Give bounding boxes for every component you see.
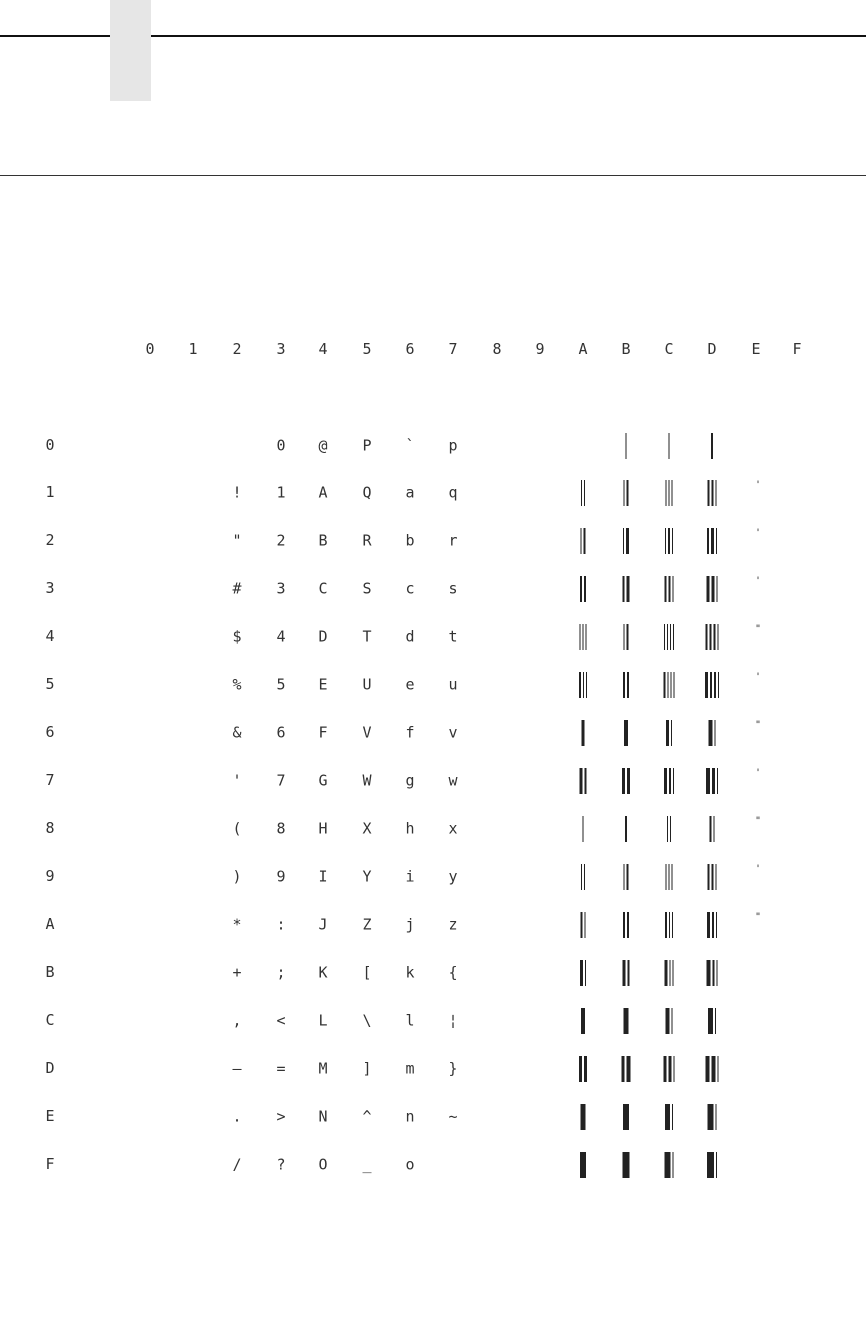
char-cell: j bbox=[405, 915, 415, 934]
block-graphic-glyph bbox=[664, 1056, 675, 1082]
column-header: 6 bbox=[405, 340, 415, 358]
char-cell: I bbox=[318, 867, 328, 886]
block-graphic-glyph bbox=[579, 672, 587, 698]
block-graphic-glyph bbox=[581, 1008, 585, 1034]
char-cell: ; bbox=[276, 963, 286, 982]
char-cell: E bbox=[318, 675, 328, 694]
char-cell: D bbox=[318, 627, 328, 646]
char-cell: 5 bbox=[276, 675, 286, 694]
tick-glyph: ' bbox=[754, 575, 762, 587]
char-cell: ? bbox=[276, 1155, 286, 1174]
char-cell: 4 bbox=[276, 627, 286, 646]
char-cell: B bbox=[318, 531, 328, 550]
tick-glyph: " bbox=[754, 719, 762, 731]
char-cell: w bbox=[448, 771, 458, 790]
char-cell: ` bbox=[405, 436, 415, 455]
block-graphic-glyph bbox=[707, 912, 717, 938]
char-cell: b bbox=[405, 531, 415, 550]
tick-glyph: ' bbox=[754, 479, 762, 491]
char-cell: z bbox=[448, 915, 458, 934]
char-cell: p bbox=[448, 436, 458, 455]
char-cell: i bbox=[405, 867, 415, 886]
block-graphic-glyph bbox=[623, 1152, 630, 1178]
char-cell: L bbox=[318, 1011, 328, 1030]
char-cell: y bbox=[448, 867, 458, 886]
char-cell: = bbox=[276, 1059, 286, 1078]
block-graphic-glyph bbox=[707, 528, 717, 554]
column-header: 7 bbox=[448, 340, 458, 358]
block-graphic-glyph bbox=[580, 624, 587, 650]
tick-glyph: " bbox=[754, 815, 762, 827]
char-cell: * bbox=[232, 915, 242, 934]
char-cell: f bbox=[405, 723, 415, 742]
block-graphic-glyph bbox=[705, 672, 719, 698]
block-graphic-glyph bbox=[665, 1104, 673, 1130]
tick-glyph: ' bbox=[754, 767, 762, 779]
char-cell: c bbox=[405, 579, 415, 598]
block-graphic-glyph bbox=[624, 624, 629, 650]
char-cell: + bbox=[232, 963, 242, 982]
column-header: B bbox=[621, 340, 631, 358]
block-graphic-glyph bbox=[708, 480, 717, 506]
row-header: 5 bbox=[45, 675, 55, 693]
char-cell: 6 bbox=[276, 723, 286, 742]
block-graphic-glyph bbox=[626, 433, 627, 459]
block-graphic-glyph bbox=[625, 816, 627, 842]
block-graphic-glyph bbox=[579, 1056, 587, 1082]
block-graphic-glyph bbox=[666, 864, 673, 890]
char-cell: / bbox=[232, 1155, 242, 1174]
block-graphic-glyph bbox=[707, 1152, 717, 1178]
block-graphic-glyph bbox=[624, 864, 629, 890]
char-cell: g bbox=[405, 771, 415, 790]
block-graphic-glyph bbox=[624, 720, 628, 746]
column-header: 2 bbox=[232, 340, 242, 358]
char-cell: s bbox=[448, 579, 458, 598]
char-cell: H bbox=[318, 819, 328, 838]
block-graphic-glyph bbox=[666, 1008, 673, 1034]
char-cell: _ bbox=[362, 1155, 372, 1174]
block-graphic-glyph bbox=[666, 480, 673, 506]
row-header: 3 bbox=[45, 579, 55, 597]
tick-glyph: ' bbox=[754, 671, 762, 683]
char-cell: ( bbox=[232, 819, 242, 838]
char-cell: v bbox=[448, 723, 458, 742]
block-graphic-glyph bbox=[624, 480, 629, 506]
block-graphic-glyph bbox=[581, 1104, 586, 1130]
row-header: B bbox=[45, 963, 55, 981]
char-cell: J bbox=[318, 915, 328, 934]
char-cell: x bbox=[448, 819, 458, 838]
block-graphic-glyph bbox=[583, 816, 584, 842]
char-cell: { bbox=[448, 963, 458, 982]
char-cell: [ bbox=[362, 963, 372, 982]
block-graphic-glyph bbox=[708, 1008, 716, 1034]
char-cell: ^ bbox=[362, 1107, 372, 1126]
row-header: 1 bbox=[45, 483, 55, 501]
column-header: D bbox=[707, 340, 717, 358]
chapter-tab bbox=[110, 0, 151, 101]
block-graphic-glyph bbox=[664, 624, 674, 650]
char-cell: W bbox=[362, 771, 372, 790]
block-graphic-glyph bbox=[667, 816, 671, 842]
block-graphic-glyph bbox=[623, 576, 630, 602]
top-rule-tab-gap bbox=[110, 35, 151, 37]
char-cell: C bbox=[318, 579, 328, 598]
char-cell: > bbox=[276, 1107, 286, 1126]
char-cell: o bbox=[405, 1155, 415, 1174]
row-header: 2 bbox=[45, 531, 55, 549]
char-cell: u bbox=[448, 675, 458, 694]
column-header: A bbox=[578, 340, 588, 358]
block-graphic-glyph bbox=[665, 912, 673, 938]
char-cell: – bbox=[232, 1059, 242, 1078]
block-graphic-glyph bbox=[706, 1056, 719, 1082]
char-cell: ] bbox=[362, 1059, 372, 1078]
row-header: 6 bbox=[45, 723, 55, 741]
char-cell: 3 bbox=[276, 579, 286, 598]
row-header: A bbox=[45, 915, 55, 933]
char-cell: Q bbox=[362, 483, 372, 502]
row-header: 0 bbox=[45, 436, 55, 454]
column-header: 5 bbox=[362, 340, 372, 358]
char-cell: k bbox=[405, 963, 415, 982]
char-cell: 0 bbox=[276, 436, 286, 455]
char-cell: < bbox=[276, 1011, 286, 1030]
char-cell: ' bbox=[232, 771, 242, 790]
block-graphic-glyph bbox=[707, 576, 718, 602]
block-graphic-glyph bbox=[665, 1152, 674, 1178]
section-rule bbox=[0, 175, 866, 176]
char-cell: G bbox=[318, 771, 328, 790]
char-cell: F bbox=[318, 723, 328, 742]
block-graphic-glyph bbox=[582, 720, 585, 746]
block-graphic-glyph bbox=[708, 864, 717, 890]
char-cell: S bbox=[362, 579, 372, 598]
block-graphic-glyph bbox=[581, 480, 585, 506]
block-graphic-glyph bbox=[580, 576, 586, 602]
column-header: 8 bbox=[492, 340, 502, 358]
block-graphic-glyph bbox=[624, 1008, 629, 1034]
block-graphic-glyph bbox=[622, 1056, 631, 1082]
block-graphic-glyph bbox=[581, 528, 586, 554]
block-graphic-glyph bbox=[665, 960, 674, 986]
block-graphic-glyph bbox=[665, 576, 674, 602]
char-cell: } bbox=[448, 1059, 458, 1078]
char-cell: @ bbox=[318, 436, 328, 455]
char-cell: \ bbox=[362, 1011, 372, 1030]
block-graphic-glyph bbox=[622, 768, 630, 794]
char-cell: n bbox=[405, 1107, 415, 1126]
char-cell: 1 bbox=[276, 483, 286, 502]
char-cell: N bbox=[318, 1107, 328, 1126]
char-cell: m bbox=[405, 1059, 415, 1078]
block-graphic-glyph bbox=[706, 624, 719, 650]
block-graphic-glyph bbox=[623, 672, 629, 698]
char-cell: K bbox=[318, 963, 328, 982]
block-graphic-glyph bbox=[580, 960, 586, 986]
char-cell: ! bbox=[232, 483, 242, 502]
char-cell: a bbox=[405, 483, 415, 502]
char-cell: e bbox=[405, 675, 415, 694]
char-cell: Y bbox=[362, 867, 372, 886]
char-cell: t bbox=[448, 627, 458, 646]
row-header: 8 bbox=[45, 819, 55, 837]
block-graphic-glyph bbox=[710, 816, 715, 842]
char-cell: l bbox=[405, 1011, 415, 1030]
char-cell: ¦ bbox=[448, 1011, 458, 1030]
char-cell: V bbox=[362, 723, 372, 742]
block-graphic-glyph bbox=[665, 528, 673, 554]
char-cell: " bbox=[232, 531, 242, 550]
row-header: D bbox=[45, 1059, 55, 1077]
char-cell: U bbox=[362, 675, 372, 694]
block-graphic-glyph bbox=[623, 1104, 629, 1130]
block-graphic-glyph bbox=[664, 672, 675, 698]
block-graphic-glyph bbox=[581, 912, 586, 938]
block-graphic-glyph bbox=[623, 528, 629, 554]
char-cell: % bbox=[232, 675, 242, 694]
block-graphic-glyph bbox=[669, 433, 670, 459]
block-graphic-glyph bbox=[580, 1152, 586, 1178]
char-cell: A bbox=[318, 483, 328, 502]
char-cell: d bbox=[405, 627, 415, 646]
char-cell: R bbox=[362, 531, 372, 550]
char-cell: Z bbox=[362, 915, 372, 934]
char-cell: X bbox=[362, 819, 372, 838]
row-header: 9 bbox=[45, 867, 55, 885]
char-cell: q bbox=[448, 483, 458, 502]
block-graphic-glyph bbox=[580, 768, 587, 794]
char-cell: ) bbox=[232, 867, 242, 886]
block-graphic-glyph bbox=[708, 1104, 717, 1130]
char-cell: $ bbox=[232, 627, 242, 646]
tick-glyph: ' bbox=[754, 863, 762, 875]
row-header: C bbox=[45, 1011, 55, 1029]
column-header: F bbox=[792, 340, 802, 358]
column-header: C bbox=[664, 340, 674, 358]
column-header: 3 bbox=[276, 340, 286, 358]
tick-glyph: " bbox=[754, 911, 762, 923]
char-cell: : bbox=[276, 915, 286, 934]
char-cell: 9 bbox=[276, 867, 286, 886]
char-cell: T bbox=[362, 627, 372, 646]
char-cell: 7 bbox=[276, 771, 286, 790]
row-header: E bbox=[45, 1107, 55, 1125]
block-graphic-glyph bbox=[707, 960, 718, 986]
char-cell: r bbox=[448, 531, 458, 550]
char-cell: & bbox=[232, 723, 242, 742]
row-header: 7 bbox=[45, 771, 55, 789]
block-graphic-glyph bbox=[666, 720, 672, 746]
char-cell: ~ bbox=[448, 1107, 458, 1126]
char-cell: O bbox=[318, 1155, 328, 1174]
block-graphic-glyph bbox=[709, 720, 716, 746]
column-header: E bbox=[751, 340, 761, 358]
char-cell: # bbox=[232, 579, 242, 598]
block-graphic-glyph bbox=[581, 864, 585, 890]
row-header: F bbox=[45, 1155, 55, 1173]
column-header: 9 bbox=[535, 340, 545, 358]
row-header: 4 bbox=[45, 627, 55, 645]
char-cell: 8 bbox=[276, 819, 286, 838]
char-cell: P bbox=[362, 436, 372, 455]
block-graphic-glyph bbox=[706, 768, 718, 794]
block-graphic-glyph bbox=[664, 768, 674, 794]
char-cell: M bbox=[318, 1059, 328, 1078]
column-header: 4 bbox=[318, 340, 328, 358]
column-header: 1 bbox=[188, 340, 198, 358]
tick-glyph: ' bbox=[754, 527, 762, 539]
tick-glyph: " bbox=[754, 623, 762, 635]
char-cell: . bbox=[232, 1107, 242, 1126]
char-cell: h bbox=[405, 819, 415, 838]
char-cell: , bbox=[232, 1011, 242, 1030]
char-cell: 2 bbox=[276, 531, 286, 550]
block-graphic-glyph bbox=[623, 912, 629, 938]
block-graphic-glyph bbox=[623, 960, 630, 986]
block-graphic-glyph bbox=[711, 433, 713, 459]
column-header: 0 bbox=[145, 340, 155, 358]
